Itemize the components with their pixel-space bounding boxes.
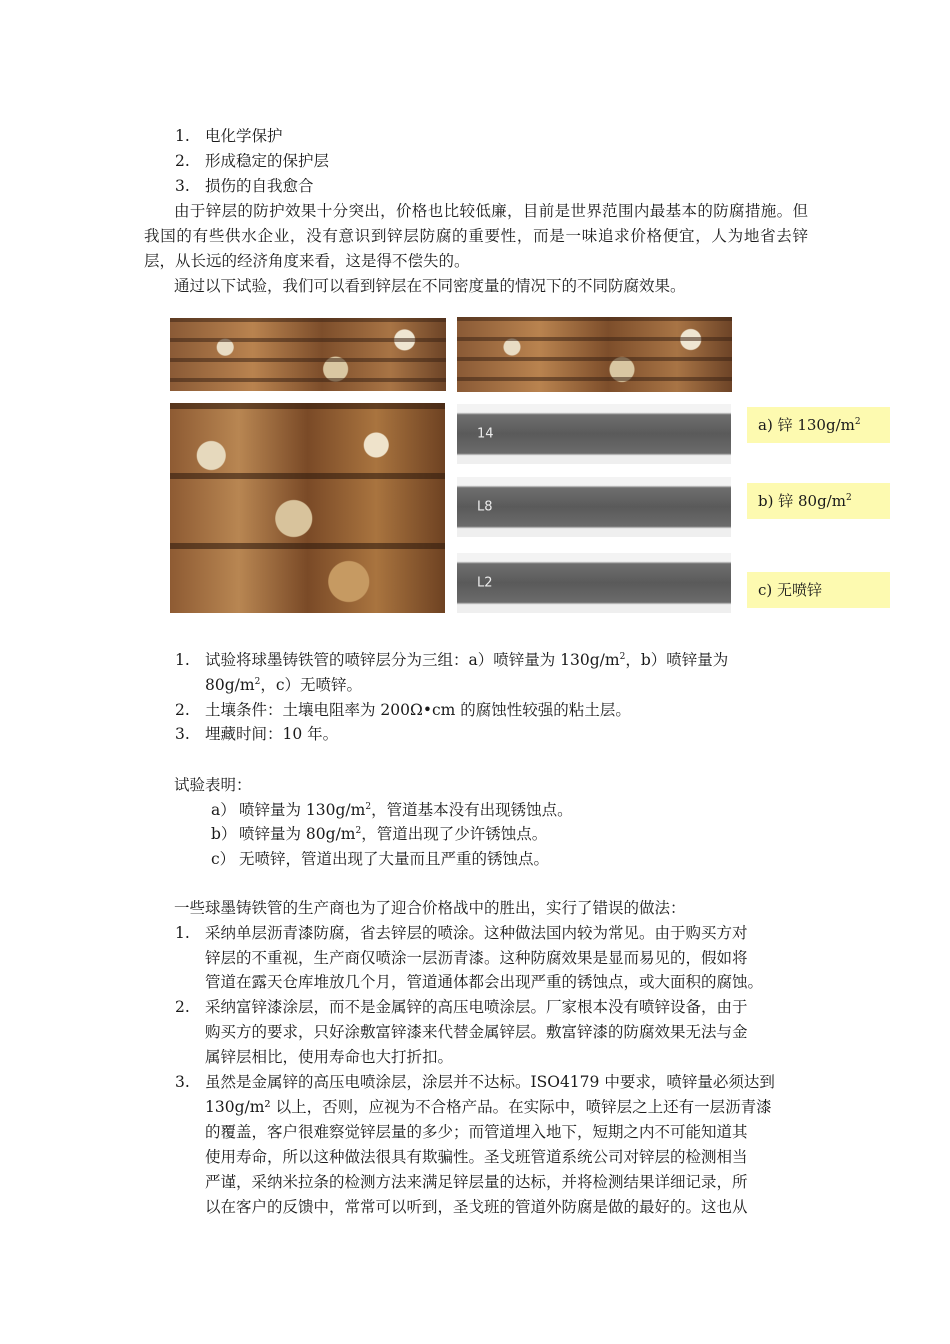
- list-item-continuation: 以在客户的反馈中，常常可以听到，圣戈班的管道外防腐是做的最好的。这也从: [205, 1198, 748, 1216]
- list-item: 2. 采纳富锌漆涂层，而不是金属锌的高压电喷涂层。厂家根本没有喷锌设备，由于: [175, 998, 748, 1016]
- callout-no-zinc: c) 无喷锌: [747, 572, 890, 608]
- list-item: 3. 埋藏时间：10 年。: [175, 725, 339, 743]
- list-item-continuation: 购买方的要求，只好涂敷富锌漆来代替金属锌层。敷富锌漆的防腐效果无法与金: [205, 1023, 748, 1041]
- corroded-pipes-photo: [457, 317, 732, 392]
- zinc-130-pipe-photo: [457, 404, 731, 464]
- list-item-continuation: 的覆盖，客户很难察觉锌层量的多少；而管道埋入地下，短期之内不可能知道其: [205, 1123, 748, 1141]
- callout-zinc-130: a) 锌 $130g/m^2$: [747, 407, 890, 443]
- list-item-continuation: 严谨，采纳米拉条的检测方法来满足锌层量的达标，并将检测结果详细记录，所: [205, 1173, 748, 1191]
- paragraph: 通过以下试验，我们可以看到锌层在不同密度量的情况下的不同防腐效果。: [174, 277, 686, 295]
- paragraph: 由于锌层的防护效果十分突出，价格也比较低廉，目前是世界范围内最基本的防腐措施。但我国的有些供水企业，没有意识到锌层防腐的重要性，而是一味追求价格便宜，人为地省去锌层，从长远的经济角度来看，这是得不偿失的。: [144, 202, 808, 270]
- list-item-continuation: 管道在露天仓库堆放几个月，管道通体都会出现严重的锈蚀点，或大面积的腐蚀。: [205, 973, 764, 991]
- list-item: 1. 试验将球墨铸铁管的喷锌层分为三组：a）喷锌量为 $130g/m^2$，b）喷锌量为: [175, 651, 729, 669]
- list-item-continuation: $80g/m^2$，c）无喷锌。: [205, 676, 362, 694]
- list-item-continuation: 锌层的不重视，生产商仅喷涂一层沥青漆。这种防腐效果是显而易见的，假如将: [205, 949, 748, 967]
- list-item-continuation: 属锌层相比，使用寿命也大打折扣。: [205, 1048, 454, 1066]
- result-item: b） 喷锌量为 $80g/m^2$，管道出现了少许锈蚀点。: [211, 825, 548, 843]
- paragraph: 一些球墨铸铁管的生产商也为了迎合价格战中的胜出，实行了错误的做法：: [174, 899, 686, 917]
- list-item-continuation: 使用寿命，所以这种做法很具有欺骗性。圣戈班管道系统公司对锌层的检测相当: [205, 1148, 748, 1166]
- section-heading: 试验表明：: [174, 776, 252, 794]
- zinc-80-pipe-photo: [457, 477, 731, 537]
- list-item: 3. 虽然是金属锌的高压电喷涂层，涂层并不达标。ISO4179 中要求，喷锌量必须达到: [175, 1073, 775, 1091]
- list-item: 1. 电化学保护: [175, 127, 283, 145]
- list-item: 1. 采纳单层沥青漆防腐，省去锌层的喷涂。这种做法国内较为常见。由于购买方对: [175, 924, 748, 942]
- list-item: 2. 土壤条件：土壤电阻率为 200Ω•cm 的腐蚀性较强的粘土层。: [175, 701, 631, 719]
- pipe-label: L2: [477, 575, 493, 591]
- list-item: 2. 形成稳定的保护层: [175, 152, 330, 170]
- corroded-pipes-closeup-photo: [170, 403, 445, 613]
- result-item: c） 无喷锌，管道出现了大量而且严重的锈蚀点。: [211, 850, 550, 868]
- pipe-label: 14: [477, 426, 494, 442]
- result-item: a） 喷锌量为 $130g/m^2$，管道基本没有出现锈蚀点。: [211, 801, 573, 819]
- callout-zinc-80: b) 锌 $80g/m^2$: [747, 483, 890, 519]
- no-zinc-pipe-photo: [457, 553, 731, 613]
- pipe-label: L8: [477, 499, 493, 515]
- corroded-pipes-photo: [170, 318, 446, 391]
- list-item: 3. 损伤的自我愈合: [175, 177, 314, 195]
- list-item-continuation: 130g/m² 以上，否则，应视为不合格产品。在实际中，喷锌层之上还有一层沥青漆: [205, 1098, 772, 1116]
